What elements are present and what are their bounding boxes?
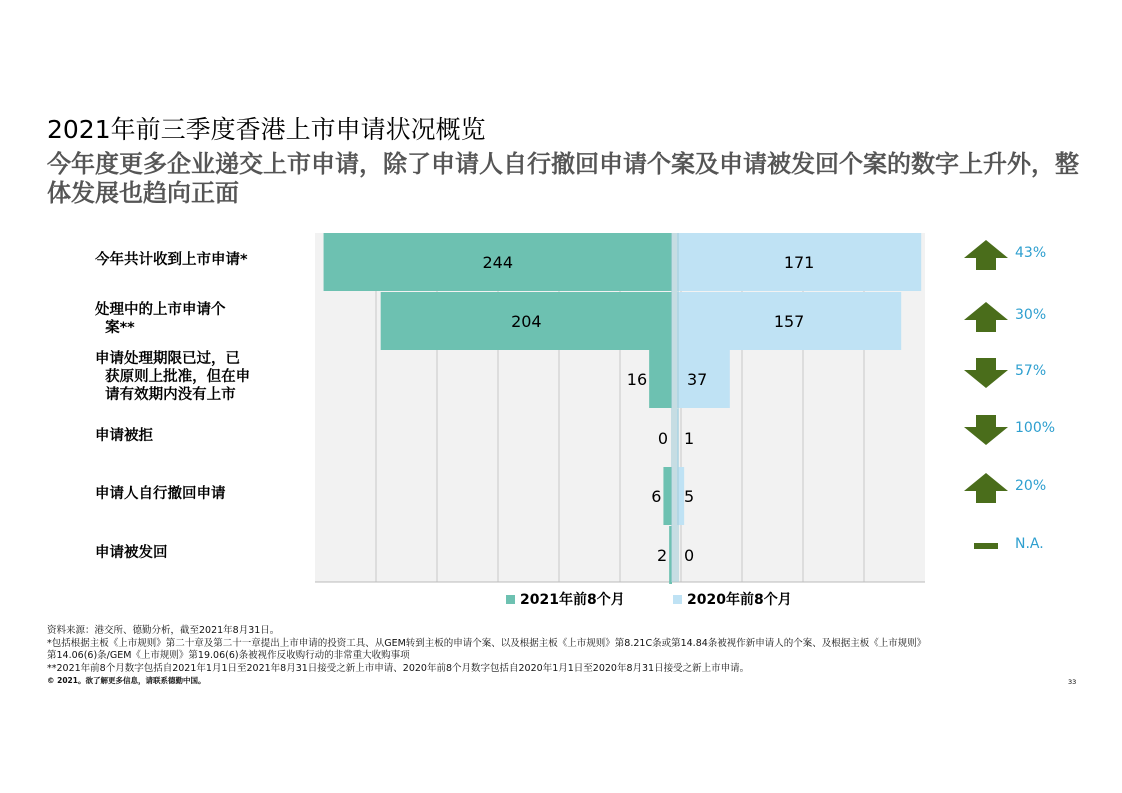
row-label: 申请被发回 <box>95 545 168 561</box>
arrow-up-icon <box>964 240 1008 270</box>
row-label: 处理中的上市申请个 案** <box>95 302 226 336</box>
row-label: 今年共计收到上市申请* <box>95 252 248 268</box>
bar-2021 <box>663 467 672 525</box>
change-percent: N.A. <box>1015 536 1044 552</box>
row-label: 申请处理期限已过，已 获原则上批准，但在申 请有效期内没有上市 <box>95 351 251 403</box>
page-number: 33 <box>1068 678 1077 686</box>
legend-item-2021 <box>506 589 625 609</box>
data-label-2021: 6 <box>651 487 662 506</box>
source-note: 资料来源：港交所、德勤分析，截至2021年8月31日。 <box>47 625 280 636</box>
legend-swatch-2020 <box>673 595 682 604</box>
row-label: 申请被拒 <box>95 428 153 444</box>
page-title: 2021年前三季度香港上市申请状况概览 <box>47 115 486 144</box>
row-label: 申请人自行撤回申请 <box>95 486 226 502</box>
footnote-1: *包括根据主板《上市规则》第二十章及第二十一章提出上市申请的投资工具、从GEM转到主板的申请个案、以及根据主板《上市规则》第8.21C条或第14.84条被视作新申请人的个案、及根据主板《上市规则》第14.06(6)条/GEM《上市规则》第19.06(6)条被视作反收购行动的非常重大收购事项 <box>47 637 927 661</box>
change-percent: 20% <box>1015 478 1047 494</box>
center-band <box>671 233 679 582</box>
data-label-2021: 204 <box>511 312 542 331</box>
change-percent: 100% <box>1015 420 1056 436</box>
footer-notes <box>47 625 927 688</box>
footnote-2: **2021年前8个月数字包括自2021年1月1日至2021年8月31日接受之新上市申请、2020年前8个月数字包括自2020年1月1日至2020年8月31日接受之新上市申请。 <box>47 662 750 674</box>
change-percent: 43% <box>1015 245 1047 261</box>
data-label-2020: 157 <box>773 312 805 331</box>
arrow-down-icon <box>964 358 1008 388</box>
data-label-2021: 2 <box>656 546 668 565</box>
no-change-dash-icon <box>974 543 998 549</box>
arrow-up-icon <box>964 473 1008 503</box>
bar-2021 <box>649 350 672 408</box>
arrow-up-icon <box>964 302 1008 332</box>
data-label-2021: 0 <box>657 429 668 448</box>
legend-swatch-2021 <box>506 595 515 604</box>
data-label-2020: 0 <box>684 546 695 565</box>
data-label-2021: 244 <box>482 253 514 272</box>
page-subtitle: 今年度更多企业递交上市申请，除了申请人自行撤回申请个案及申请被发回个案的数字上升外，整体发展也趋向正面 <box>47 150 1079 207</box>
data-label-2020: 171 <box>783 253 815 272</box>
data-label-2020: 5 <box>684 487 695 506</box>
change-percent: 57% <box>1015 363 1047 379</box>
legend-item-2020 <box>673 589 792 609</box>
data-label-2021: 16 <box>626 370 648 389</box>
change-percent: 30% <box>1015 307 1047 323</box>
arrow-down-icon <box>964 415 1008 445</box>
copyright: © 2021。欲了解更多信息，请联系德勤中国。 <box>47 676 206 685</box>
data-label-2020: 37 <box>687 370 708 389</box>
legend-label-2020: 2020年前8个月 <box>687 592 792 608</box>
legend-label-2021: 2021年前8个月 <box>520 592 625 608</box>
data-label-2020: 1 <box>684 429 695 448</box>
